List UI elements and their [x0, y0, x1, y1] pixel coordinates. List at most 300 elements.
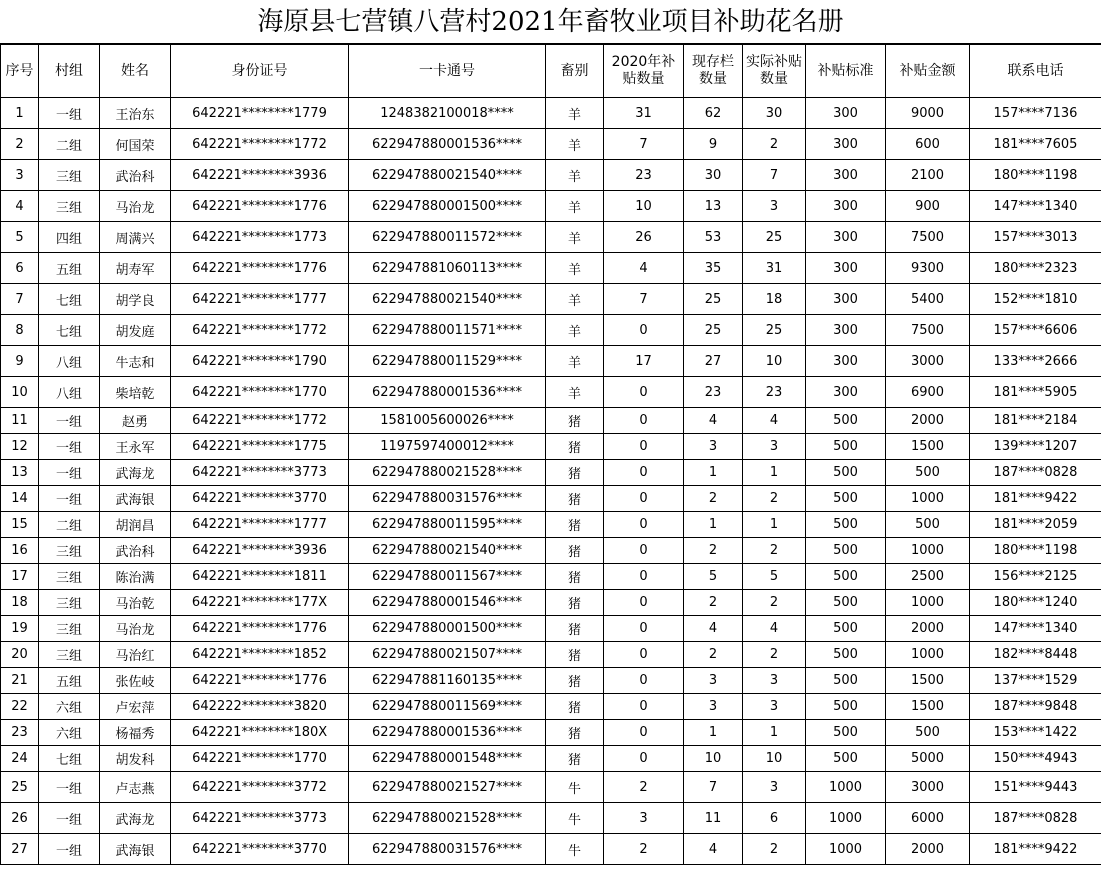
cell-actual-subsidy-qty: 25 [743, 222, 806, 253]
cell-index: 22 [1, 694, 39, 720]
cell-name: 马治龙 [100, 191, 171, 222]
cell-livestock-type: 羊 [546, 191, 604, 222]
cell-2020-subsidy-qty: 2 [604, 834, 684, 865]
cell-village-group: 四组 [39, 222, 100, 253]
cell-name: 武海龙 [100, 803, 171, 834]
cell-index: 2 [1, 129, 39, 160]
cell-subsidy-standard: 500 [806, 616, 886, 642]
cell-subsidy-amount: 9000 [886, 98, 970, 129]
col-header-index: 序号 [1, 45, 39, 98]
cell-actual-subsidy-qty: 2 [743, 129, 806, 160]
cell-id-number: 642221********1777 [171, 284, 349, 315]
cell-card-number: 1197597400012**** [349, 434, 546, 460]
cell-livestock-type: 羊 [546, 284, 604, 315]
cell-index: 26 [1, 803, 39, 834]
cell-subsidy-amount: 5400 [886, 284, 970, 315]
cell-2020-subsidy-qty: 0 [604, 642, 684, 668]
cell-subsidy-amount: 6900 [886, 377, 970, 408]
cell-2020-subsidy-qty: 31 [604, 98, 684, 129]
cell-village-group: 二组 [39, 129, 100, 160]
cell-name: 卢志燕 [100, 772, 171, 803]
cell-id-number: 642221********1773 [171, 222, 349, 253]
cell-subsidy-amount: 1500 [886, 434, 970, 460]
cell-livestock-type: 猪 [546, 720, 604, 746]
col-header-2020-subsidy-qty [604, 45, 684, 98]
cell-card-number: 622947880011572**** [349, 222, 546, 253]
cell-card-number: 622947880001536**** [349, 377, 546, 408]
cell-id-number: 642221********1852 [171, 642, 349, 668]
cell-village-group: 一组 [39, 408, 100, 434]
cell-subsidy-standard: 500 [806, 460, 886, 486]
cell-village-group: 八组 [39, 377, 100, 408]
col-header-id-number: 身份证号 [171, 45, 349, 98]
cell-index: 8 [1, 315, 39, 346]
cell-current-stock: 1 [684, 512, 743, 538]
cell-village-group: 三组 [39, 160, 100, 191]
cell-phone: 181****2059 [970, 512, 1101, 538]
cell-subsidy-standard: 500 [806, 694, 886, 720]
cell-actual-subsidy-qty: 2 [743, 486, 806, 512]
cell-phone: 150****4943 [970, 746, 1101, 772]
cell-livestock-type: 猪 [546, 668, 604, 694]
cell-actual-subsidy-qty: 1 [743, 460, 806, 486]
cell-livestock-type: 猪 [546, 460, 604, 486]
cell-name: 胡润昌 [100, 512, 171, 538]
cell-card-number: 622947880011571**** [349, 315, 546, 346]
cell-current-stock: 30 [684, 160, 743, 191]
cell-phone: 156****2125 [970, 564, 1101, 590]
cell-actual-subsidy-qty: 31 [743, 253, 806, 284]
cell-subsidy-standard: 500 [806, 512, 886, 538]
cell-livestock-type: 猪 [546, 434, 604, 460]
cell-index: 5 [1, 222, 39, 253]
cell-card-number: 622947880001548**** [349, 746, 546, 772]
cell-subsidy-amount: 6000 [886, 803, 970, 834]
cell-index: 27 [1, 834, 39, 865]
cell-subsidy-amount: 1000 [886, 590, 970, 616]
cell-livestock-type: 牛 [546, 834, 604, 865]
table-row [1, 346, 1101, 377]
cell-actual-subsidy-qty: 7 [743, 160, 806, 191]
cell-name: 王永军 [100, 434, 171, 460]
cell-id-number: 642221********180X [171, 720, 349, 746]
cell-village-group: 一组 [39, 803, 100, 834]
col-header-name: 姓名 [100, 45, 171, 98]
table-row [1, 222, 1101, 253]
cell-village-group: 三组 [39, 590, 100, 616]
cell-id-number: 642221********1776 [171, 253, 349, 284]
cell-2020-subsidy-qty: 4 [604, 253, 684, 284]
cell-livestock-type: 猪 [546, 642, 604, 668]
cell-id-number: 642221********1775 [171, 434, 349, 460]
col-header-card-number: 一卡通号 [349, 45, 546, 98]
cell-id-number: 642221********1770 [171, 746, 349, 772]
cell-subsidy-standard: 500 [806, 746, 886, 772]
cell-card-number: 622947880021528**** [349, 460, 546, 486]
cell-current-stock: 4 [684, 616, 743, 642]
cell-index: 13 [1, 460, 39, 486]
cell-name: 陈治满 [100, 564, 171, 590]
cell-subsidy-amount: 1500 [886, 668, 970, 694]
table-row [1, 538, 1101, 564]
cell-current-stock: 27 [684, 346, 743, 377]
cell-village-group: 三组 [39, 564, 100, 590]
cell-current-stock: 4 [684, 834, 743, 865]
cell-2020-subsidy-qty: 0 [604, 694, 684, 720]
cell-subsidy-standard: 300 [806, 129, 886, 160]
cell-subsidy-standard: 300 [806, 160, 886, 191]
cell-actual-subsidy-qty: 10 [743, 346, 806, 377]
cell-subsidy-standard: 300 [806, 346, 886, 377]
cell-id-number: 642221********1790 [171, 346, 349, 377]
cell-livestock-type: 猪 [546, 694, 604, 720]
cell-subsidy-standard: 1000 [806, 772, 886, 803]
cell-2020-subsidy-qty: 2 [604, 772, 684, 803]
cell-index: 19 [1, 616, 39, 642]
cell-subsidy-amount: 2100 [886, 160, 970, 191]
cell-phone: 187****0828 [970, 803, 1101, 834]
cell-actual-subsidy-qty: 18 [743, 284, 806, 315]
cell-index: 23 [1, 720, 39, 746]
cell-name: 王治东 [100, 98, 171, 129]
cell-name: 杨福秀 [100, 720, 171, 746]
cell-subsidy-standard: 500 [806, 486, 886, 512]
table-row [1, 772, 1101, 803]
cell-current-stock: 62 [684, 98, 743, 129]
cell-current-stock: 9 [684, 129, 743, 160]
cell-village-group: 一组 [39, 834, 100, 865]
cell-name: 马治龙 [100, 616, 171, 642]
cell-index: 25 [1, 772, 39, 803]
cell-card-number: 622947880031576**** [349, 834, 546, 865]
table-row [1, 590, 1101, 616]
table-row [1, 434, 1101, 460]
cell-card-number: 622947880001536**** [349, 129, 546, 160]
cell-livestock-type: 牛 [546, 803, 604, 834]
cell-name: 武海银 [100, 834, 171, 865]
cell-2020-subsidy-qty: 7 [604, 284, 684, 315]
table-row [1, 803, 1101, 834]
cell-2020-subsidy-qty: 0 [604, 315, 684, 346]
cell-2020-subsidy-qty: 0 [604, 746, 684, 772]
cell-village-group: 五组 [39, 253, 100, 284]
cell-subsidy-standard: 1000 [806, 803, 886, 834]
table-row [1, 98, 1101, 129]
table-row [1, 315, 1101, 346]
cell-livestock-type: 猪 [546, 564, 604, 590]
cell-actual-subsidy-qty: 3 [743, 772, 806, 803]
cell-current-stock: 3 [684, 434, 743, 460]
cell-livestock-type: 猪 [546, 486, 604, 512]
cell-livestock-type: 猪 [546, 408, 604, 434]
cell-subsidy-standard: 500 [806, 668, 886, 694]
cell-phone: 181****9422 [970, 486, 1101, 512]
cell-card-number: 622947880021528**** [349, 803, 546, 834]
cell-subsidy-amount: 1000 [886, 642, 970, 668]
table-row [1, 668, 1101, 694]
cell-index: 21 [1, 668, 39, 694]
cell-village-group: 五组 [39, 668, 100, 694]
cell-subsidy-amount: 1000 [886, 486, 970, 512]
cell-name: 马治红 [100, 642, 171, 668]
cell-2020-subsidy-qty: 17 [604, 346, 684, 377]
col-header-actual-subsidy-qty [743, 45, 806, 98]
cell-phone: 151****9443 [970, 772, 1101, 803]
cell-2020-subsidy-qty: 10 [604, 191, 684, 222]
table-row [1, 616, 1101, 642]
cell-phone: 187****9848 [970, 694, 1101, 720]
cell-name: 卢宏萍 [100, 694, 171, 720]
cell-village-group: 六组 [39, 694, 100, 720]
cell-phone: 180****1198 [970, 538, 1101, 564]
cell-current-stock: 3 [684, 694, 743, 720]
cell-subsidy-amount: 2000 [886, 834, 970, 865]
cell-index: 20 [1, 642, 39, 668]
cell-phone: 181****5905 [970, 377, 1101, 408]
cell-subsidy-amount: 500 [886, 512, 970, 538]
cell-subsidy-amount: 7500 [886, 222, 970, 253]
col-header-current-stock [684, 45, 743, 98]
cell-livestock-type: 羊 [546, 253, 604, 284]
cell-village-group: 一组 [39, 772, 100, 803]
cell-2020-subsidy-qty: 0 [604, 564, 684, 590]
cell-subsidy-amount: 9300 [886, 253, 970, 284]
cell-village-group: 三组 [39, 616, 100, 642]
cell-id-number: 642221********1776 [171, 191, 349, 222]
col-header-livestock-type: 畜别 [546, 45, 604, 98]
cell-actual-subsidy-qty: 5 [743, 564, 806, 590]
cell-livestock-type: 猪 [546, 746, 604, 772]
cell-current-stock: 2 [684, 486, 743, 512]
table-row [1, 284, 1101, 315]
cell-name: 牛志和 [100, 346, 171, 377]
cell-livestock-type: 羊 [546, 315, 604, 346]
cell-village-group: 一组 [39, 486, 100, 512]
table-row [1, 720, 1101, 746]
cell-current-stock: 5 [684, 564, 743, 590]
cell-subsidy-standard: 300 [806, 377, 886, 408]
cell-card-number: 622947880001500**** [349, 616, 546, 642]
cell-id-number: 642221********1770 [171, 377, 349, 408]
cell-index: 24 [1, 746, 39, 772]
cell-index: 16 [1, 538, 39, 564]
cell-village-group: 三组 [39, 642, 100, 668]
table-row [1, 377, 1101, 408]
cell-actual-subsidy-qty: 30 [743, 98, 806, 129]
cell-subsidy-standard: 500 [806, 538, 886, 564]
cell-subsidy-amount: 3000 [886, 772, 970, 803]
cell-card-number: 622947880001536**** [349, 720, 546, 746]
cell-phone: 153****1422 [970, 720, 1101, 746]
cell-actual-subsidy-qty: 2 [743, 538, 806, 564]
cell-phone: 157****6606 [970, 315, 1101, 346]
cell-index: 12 [1, 434, 39, 460]
cell-2020-subsidy-qty: 3 [604, 803, 684, 834]
cell-card-number: 622947880001500**** [349, 191, 546, 222]
cell-subsidy-amount: 500 [886, 460, 970, 486]
page-title: 海原县七营镇八营村2021年畜牧业项目补助花名册 [0, 0, 1101, 44]
cell-subsidy-amount: 1500 [886, 694, 970, 720]
cell-village-group: 一组 [39, 98, 100, 129]
cell-subsidy-standard: 300 [806, 191, 886, 222]
cell-subsidy-amount: 500 [886, 720, 970, 746]
cell-2020-subsidy-qty: 0 [604, 486, 684, 512]
table-row [1, 160, 1101, 191]
table-row [1, 191, 1101, 222]
cell-index: 6 [1, 253, 39, 284]
cell-card-number: 622947880021527**** [349, 772, 546, 803]
cell-village-group: 七组 [39, 284, 100, 315]
cell-2020-subsidy-qty: 0 [604, 720, 684, 746]
cell-livestock-type: 羊 [546, 160, 604, 191]
cell-card-number: 1581005600026**** [349, 408, 546, 434]
cell-current-stock: 2 [684, 590, 743, 616]
cell-phone: 181****7605 [970, 129, 1101, 160]
cell-livestock-type: 羊 [546, 377, 604, 408]
cell-name: 胡学良 [100, 284, 171, 315]
cell-actual-subsidy-qty: 4 [743, 616, 806, 642]
cell-subsidy-amount: 2000 [886, 408, 970, 434]
cell-id-number: 642221********1772 [171, 129, 349, 160]
col-header-subsidy-standard: 补贴标准 [806, 45, 886, 98]
table-row [1, 253, 1101, 284]
cell-name: 武治科 [100, 160, 171, 191]
cell-index: 15 [1, 512, 39, 538]
cell-card-number: 622947880021507**** [349, 642, 546, 668]
cell-id-number: 642221********3770 [171, 834, 349, 865]
table-row [1, 694, 1101, 720]
col-header-phone: 联系电话 [970, 45, 1101, 98]
cell-actual-subsidy-qty: 2 [743, 834, 806, 865]
cell-phone: 187****0828 [970, 460, 1101, 486]
cell-actual-subsidy-qty: 23 [743, 377, 806, 408]
cell-actual-subsidy-qty: 1 [743, 720, 806, 746]
cell-village-group: 三组 [39, 538, 100, 564]
cell-2020-subsidy-qty: 0 [604, 512, 684, 538]
cell-current-stock: 7 [684, 772, 743, 803]
cell-name: 胡发庭 [100, 315, 171, 346]
cell-2020-subsidy-qty: 0 [604, 377, 684, 408]
cell-subsidy-standard: 500 [806, 434, 886, 460]
table-body [1, 98, 1101, 865]
cell-phone: 157****7136 [970, 98, 1101, 129]
table-row [1, 512, 1101, 538]
cell-name: 马治乾 [100, 590, 171, 616]
cell-card-number: 622947880021540**** [349, 284, 546, 315]
cell-phone: 147****1340 [970, 616, 1101, 642]
cell-2020-subsidy-qty: 0 [604, 590, 684, 616]
cell-2020-subsidy-qty: 0 [604, 434, 684, 460]
cell-livestock-type: 羊 [546, 129, 604, 160]
cell-name: 赵勇 [100, 408, 171, 434]
cell-subsidy-amount: 7500 [886, 315, 970, 346]
cell-id-number: 642222********3820 [171, 694, 349, 720]
cell-livestock-type: 猪 [546, 512, 604, 538]
col-header-2020-subsidy-qty-label: 2020年补贴数量 [611, 54, 676, 87]
cell-phone: 152****1810 [970, 284, 1101, 315]
cell-phone: 147****1340 [970, 191, 1101, 222]
table-row [1, 746, 1101, 772]
cell-2020-subsidy-qty: 0 [604, 616, 684, 642]
cell-subsidy-amount: 2500 [886, 564, 970, 590]
cell-card-number: 622947881060113**** [349, 253, 546, 284]
cell-actual-subsidy-qty: 2 [743, 642, 806, 668]
subsidy-table [0, 44, 1101, 865]
cell-village-group: 二组 [39, 512, 100, 538]
cell-current-stock: 35 [684, 253, 743, 284]
table-row [1, 486, 1101, 512]
cell-village-group: 一组 [39, 434, 100, 460]
cell-name: 张佐岐 [100, 668, 171, 694]
cell-current-stock: 23 [684, 377, 743, 408]
cell-current-stock: 2 [684, 642, 743, 668]
cell-current-stock: 4 [684, 408, 743, 434]
cell-actual-subsidy-qty: 25 [743, 315, 806, 346]
cell-actual-subsidy-qty: 3 [743, 191, 806, 222]
cell-id-number: 642221********3936 [171, 160, 349, 191]
cell-id-number: 642221********3772 [171, 772, 349, 803]
cell-village-group: 六组 [39, 720, 100, 746]
cell-id-number: 642221********3770 [171, 486, 349, 512]
cell-subsidy-standard: 500 [806, 720, 886, 746]
cell-card-number: 622947880001546**** [349, 590, 546, 616]
cell-name: 武海龙 [100, 460, 171, 486]
cell-id-number: 642221********177X [171, 590, 349, 616]
cell-id-number: 642221********1776 [171, 668, 349, 694]
cell-current-stock: 25 [684, 315, 743, 346]
cell-index: 18 [1, 590, 39, 616]
cell-livestock-type: 猪 [546, 538, 604, 564]
cell-current-stock: 25 [684, 284, 743, 315]
cell-subsidy-amount: 2000 [886, 616, 970, 642]
cell-subsidy-standard: 300 [806, 98, 886, 129]
cell-subsidy-standard: 300 [806, 253, 886, 284]
cell-name: 武海银 [100, 486, 171, 512]
cell-name: 何国荣 [100, 129, 171, 160]
cell-subsidy-standard: 300 [806, 222, 886, 253]
table-row [1, 834, 1101, 865]
header-row [1, 45, 1101, 98]
cell-index: 3 [1, 160, 39, 191]
cell-current-stock: 2 [684, 538, 743, 564]
cell-subsidy-amount: 3000 [886, 346, 970, 377]
cell-id-number: 642221********1779 [171, 98, 349, 129]
cell-livestock-type: 羊 [546, 98, 604, 129]
cell-index: 7 [1, 284, 39, 315]
cell-livestock-type: 猪 [546, 590, 604, 616]
cell-livestock-type: 羊 [546, 346, 604, 377]
cell-index: 11 [1, 408, 39, 434]
cell-subsidy-standard: 500 [806, 642, 886, 668]
table-row [1, 642, 1101, 668]
col-header-actual-subsidy-qty-label: 实际补贴数量 [746, 54, 802, 87]
cell-card-number: 622947880011529**** [349, 346, 546, 377]
cell-id-number: 642221********1777 [171, 512, 349, 538]
cell-name: 柴培乾 [100, 377, 171, 408]
cell-card-number: 1248382100018**** [349, 98, 546, 129]
cell-actual-subsidy-qty: 10 [743, 746, 806, 772]
cell-subsidy-standard: 500 [806, 590, 886, 616]
cell-id-number: 642221********3773 [171, 803, 349, 834]
cell-2020-subsidy-qty: 23 [604, 160, 684, 191]
cell-village-group: 八组 [39, 346, 100, 377]
cell-current-stock: 3 [684, 668, 743, 694]
cell-subsidy-amount: 5000 [886, 746, 970, 772]
cell-2020-subsidy-qty: 26 [604, 222, 684, 253]
cell-actual-subsidy-qty: 6 [743, 803, 806, 834]
cell-card-number: 622947880031576**** [349, 486, 546, 512]
cell-name: 胡寿军 [100, 253, 171, 284]
